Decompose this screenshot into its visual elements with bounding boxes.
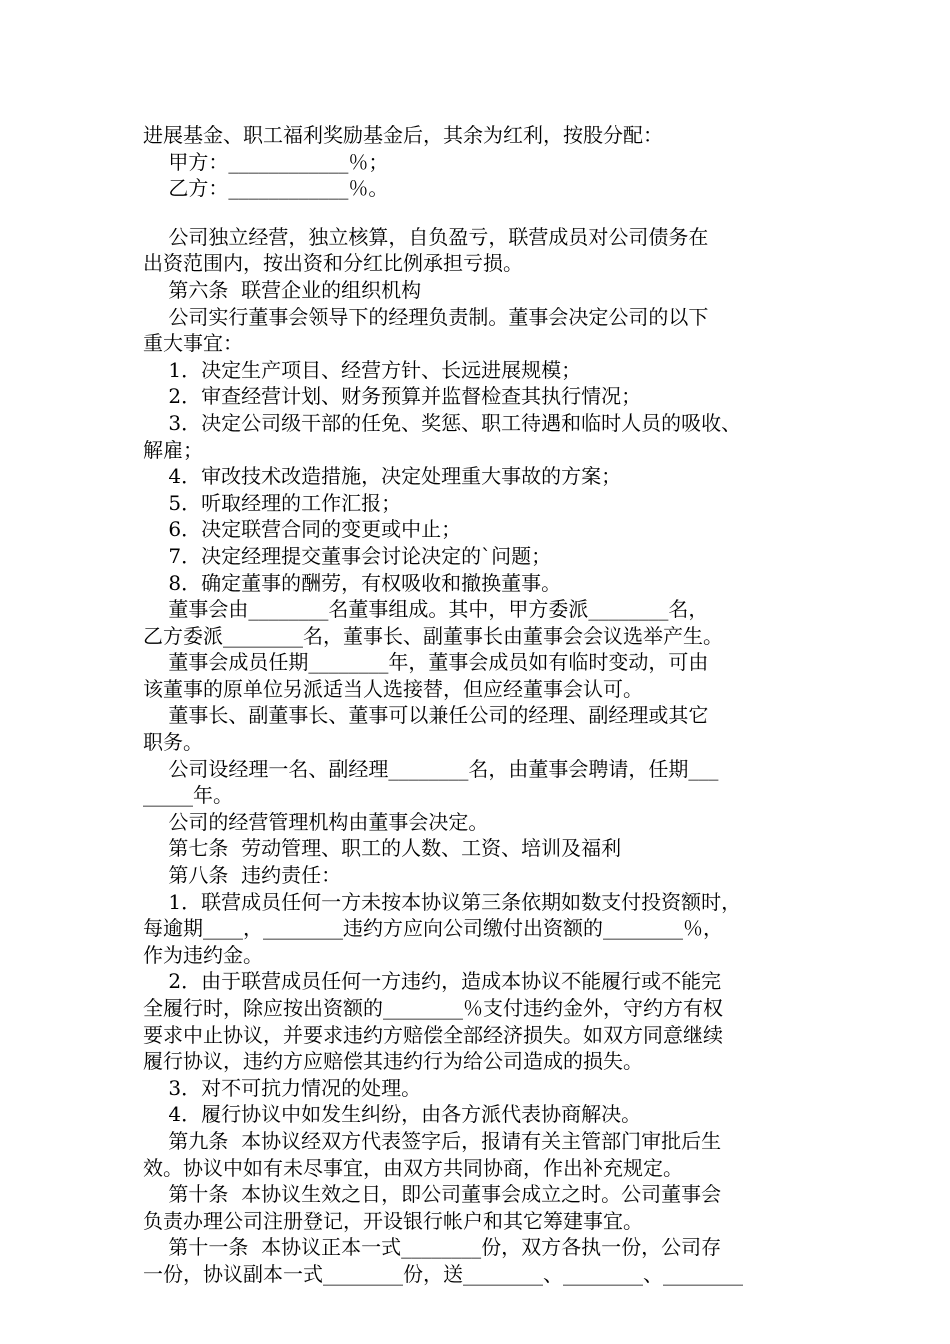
text-line: 负责办理公司注册登记，开设银行帐户和其它筹建事宜。 bbox=[143, 1208, 643, 1233]
text-line: 职务。 bbox=[143, 730, 203, 755]
text-line: 7．决定经理提交董事会讨论决定的`问题； bbox=[143, 543, 552, 568]
text-line: 6．决定联营合同的变更或中止； bbox=[143, 517, 462, 542]
text-line: 董事会由________名董事组成。其中，甲方委派________名， bbox=[143, 597, 709, 622]
text-line: 4．履行协议中如发生纠纷，由各方派代表协商解决。 bbox=[143, 1102, 642, 1127]
text-line: 8．确定董事的酬劳，有权吸收和撤换董事。 bbox=[143, 570, 562, 595]
text-line: 该董事的原单位另派适当人选接替，但应经董事会认可。 bbox=[143, 676, 643, 701]
text-line: 要求中止协议，并要求违约方赔偿全部经济损失。如双方同意继续 bbox=[143, 1022, 723, 1047]
text-line: 4．审改技术改造措施，决定处理重大事故的方案； bbox=[143, 464, 622, 489]
text-line: 2．审查经营计划、财务预算并监督检查其执行情况； bbox=[143, 384, 642, 409]
text-line: _____年。 bbox=[143, 783, 233, 808]
text-line: 公司的经营管理机构由董事会决定。 bbox=[143, 809, 489, 834]
text-line: 第八条 违约责任： bbox=[143, 863, 342, 888]
text-line: 2．由于联营成员任何一方违约，造成本协议不能履行或不能完 bbox=[143, 969, 722, 994]
text-line: 进展基金、职工福利奖励基金后，其余为红利，按股分配： bbox=[143, 123, 663, 147]
text-line: 一份，协议副本一式________份，送________、________、________ bbox=[143, 1261, 743, 1286]
text-line: 解雇； bbox=[143, 437, 203, 462]
text-line: 第六条 联营企业的组织机构 bbox=[143, 277, 422, 302]
text-line: 效。协议中如有未尽事宜，由双方共同协商，作出补充规定。 bbox=[143, 1155, 683, 1180]
text-line: 董事长、副董事长、董事可以兼任公司的经理、副经理或其它 bbox=[143, 703, 709, 728]
text-line: 作为违约金。 bbox=[143, 942, 263, 967]
text-line: 5．听取经理的工作汇报； bbox=[143, 490, 402, 515]
text-line: 1．决定生产项目、经营方针、长远进展规模； bbox=[143, 357, 582, 382]
text-line: 重大事宜： bbox=[143, 331, 243, 356]
blank-line bbox=[143, 202, 813, 224]
text-line: 公司独立经营，独立核算，自负盈亏，联营成员对公司债务在 bbox=[143, 224, 709, 249]
text-line: 1．联营成员任何一方未按本协议第三条依期如数支付投资额时， bbox=[143, 889, 742, 914]
text-line: 第十条 本协议生效之日，即公司董事会成立之时。公司董事会 bbox=[143, 1182, 722, 1207]
text-line: 全履行时，除应按出资额的________％支付违约金外，守约方有权 bbox=[143, 996, 723, 1020]
text-line: 3．对不可抗力情况的处理。 bbox=[143, 1075, 422, 1100]
text-line: 董事会成员任期________年，董事会成员如有临时变动，可由 bbox=[143, 650, 709, 675]
text-line: 乙方：____________％。 bbox=[143, 176, 389, 201]
text-line: 第十一条 本协议正本一式________份，双方各执一份，公司存 bbox=[143, 1235, 722, 1260]
text-line: 公司实行董事会领导下的经理负责制。董事会决定公司的以下 bbox=[143, 304, 709, 329]
text-line: 出资范围内，按出资和分红比例承担亏损。 bbox=[143, 251, 523, 276]
text-line: 履行协议，违约方应赔偿其违约行为给公司造成的损失。 bbox=[143, 1049, 643, 1074]
text-line: 第七条 劳动管理、职工的人数、工资、培训及福利 bbox=[143, 836, 622, 861]
document-body bbox=[143, 122, 813, 1288]
text-line: 甲方：____________％； bbox=[143, 149, 389, 174]
text-line: 每逾期____，________违约方应向公司缴付出资额的________％， bbox=[143, 916, 723, 941]
text-line: 3．决定公司级干部的任免、奖惩、职工待遇和临时人员的吸收、 bbox=[143, 410, 742, 435]
text-line: 第九条 本协议经双方代表签字后，报请有关主管部门审批后生 bbox=[143, 1128, 722, 1153]
text-line: 乙方委派________名，董事长、副董事长由董事会会议选举产生。 bbox=[143, 623, 723, 648]
text-line: 公司设经理一名、副经理________名，由董事会聘请，任期___ bbox=[143, 756, 719, 781]
